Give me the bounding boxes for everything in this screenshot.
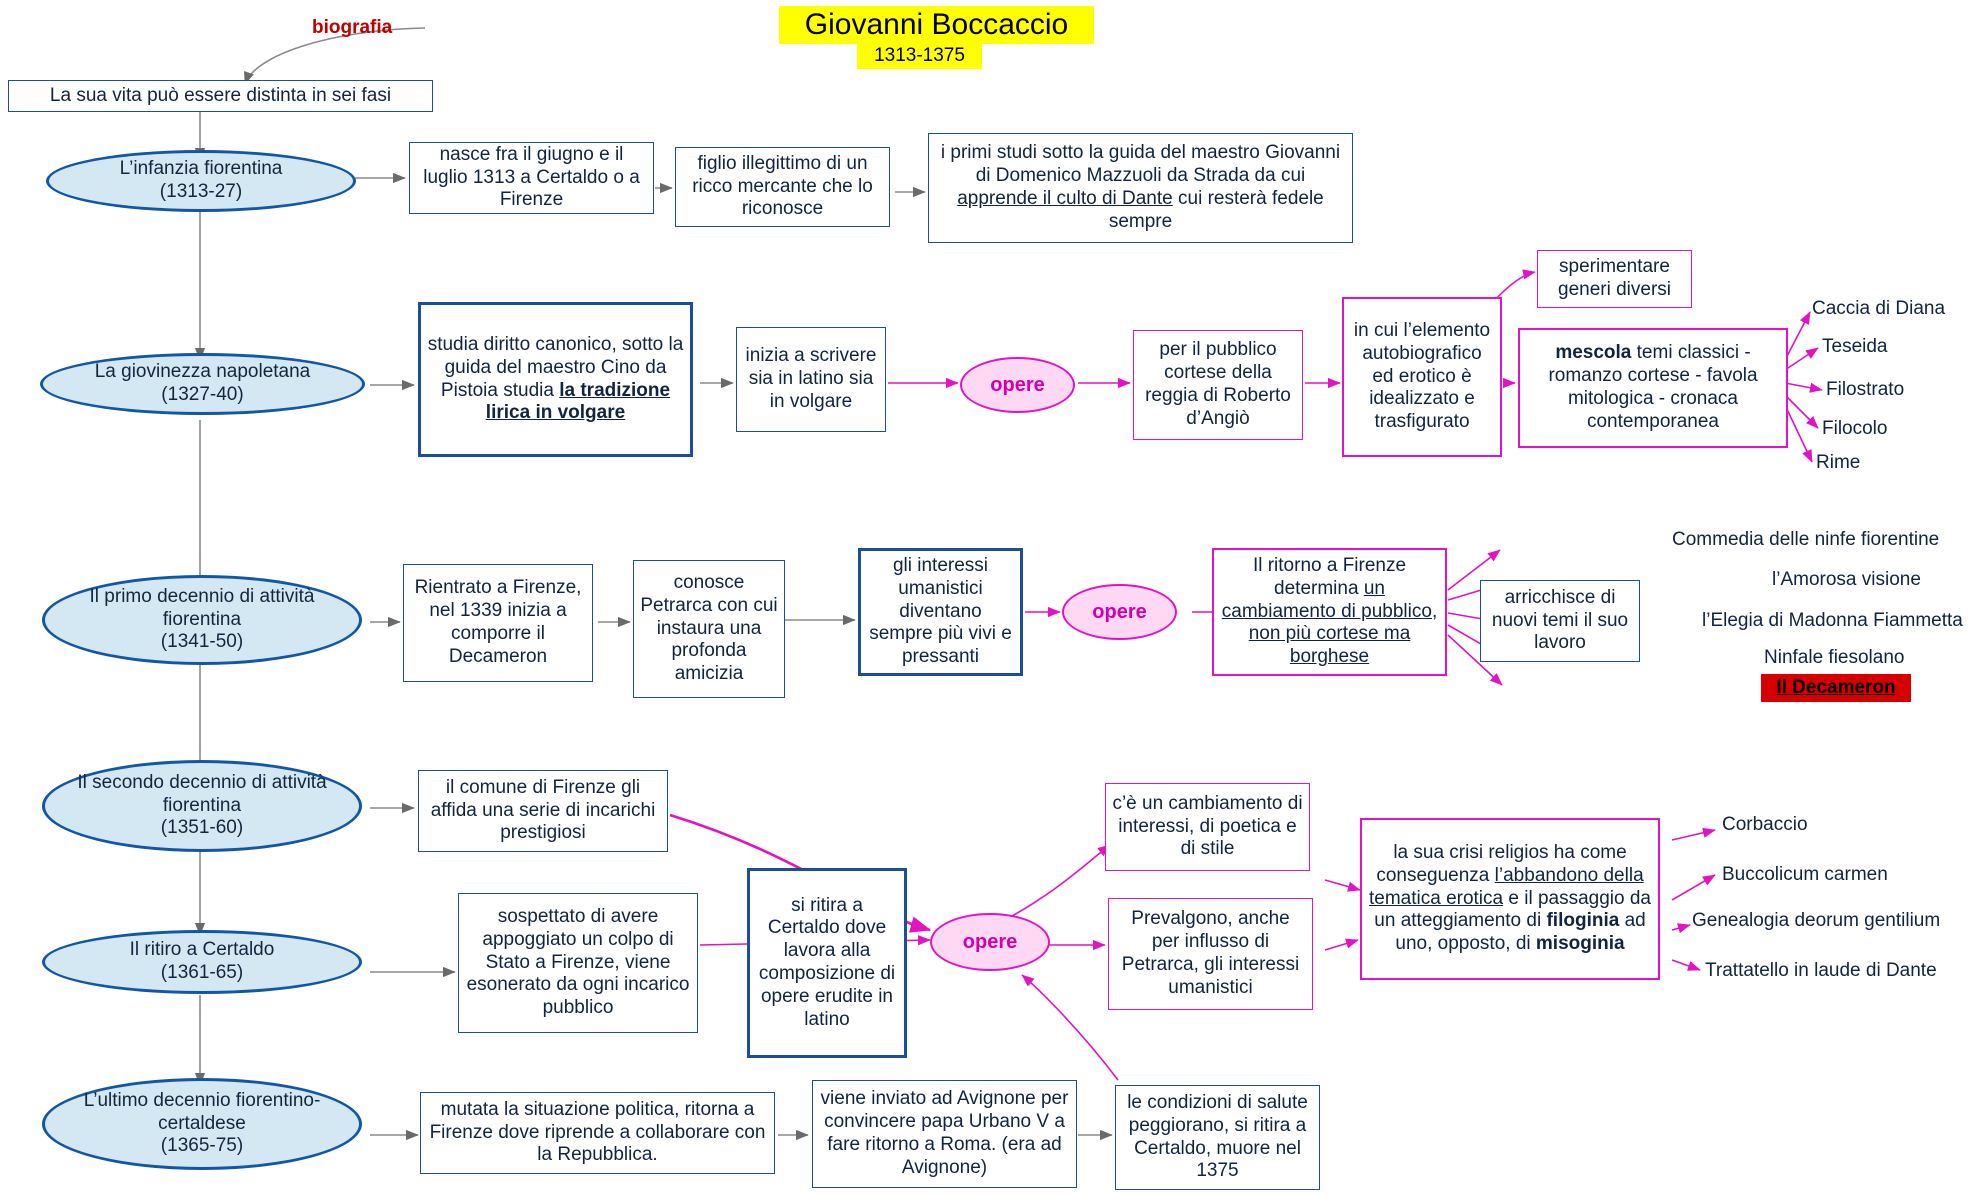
row1-box-1-text: nasce fra il giugno e il luglio 1313 a Certaldo o a Firenze xyxy=(423,143,640,211)
row2-box-2-text: inizia a scrivere sia in latino sia in volgare xyxy=(745,345,877,412)
row2-box-4-text: in cui l’elemento autobiografico ed erotico è idealizzato e trasfigurato xyxy=(1353,320,1491,433)
row6-box-3 xyxy=(1115,1085,1320,1190)
row4-b6-mid: e il passaggio da un atteggiamento di xyxy=(1374,887,1651,932)
phase-5-years: (1361-65) xyxy=(160,962,244,983)
phase-2-label xyxy=(95,361,311,407)
row4-box-4-text: c’è un cambiamento di interessi, di poetica e di stile xyxy=(1112,792,1303,860)
row3-work-4 xyxy=(1764,645,1984,671)
intro-box xyxy=(8,80,433,112)
row4-work-1 xyxy=(1722,812,1922,838)
row3-box-1-text: Rientrato a Firenze, nel 1339 inizia a comporre il Decameron xyxy=(414,577,582,667)
row6-box-2-text: viene inviato ad Avignone per convincere papa Urbano V a fare ritorno a Roma. (era ad Avignone) xyxy=(820,1088,1069,1178)
phase-3-years: (1341-50) xyxy=(160,631,244,653)
phase-5-name: Il ritiro a Certaldo xyxy=(129,939,275,961)
row2-work-1-text: Caccia di Diana xyxy=(1812,297,1946,319)
row2-box-6-text xyxy=(1526,342,1780,433)
opere-ellipse-1[interactable] xyxy=(960,357,1075,413)
phase-1-name: L’infanzia fiorentina xyxy=(119,158,283,180)
phase-2-name: La giovinezza napoletana xyxy=(94,361,311,383)
phase-6-years: (1365-75) xyxy=(160,1135,244,1157)
row1-box-3-text xyxy=(935,142,1346,233)
row3-box-3 xyxy=(858,548,1023,676)
row1-box-2 xyxy=(675,147,890,227)
row2-work-5-text: Rime xyxy=(1816,451,1861,473)
row4-work-4 xyxy=(1705,958,1980,984)
phase-5-label xyxy=(130,939,275,985)
opere-2-label: opere xyxy=(1092,601,1147,623)
row3-work-3 xyxy=(1702,608,1984,634)
row4-b6-bold1: filoginia xyxy=(1546,910,1620,932)
row2-work-2-text: Teseida xyxy=(1822,335,1888,357)
row3-work-highlight xyxy=(1761,674,1911,702)
phase-ellipse-4[interactable] xyxy=(42,760,362,852)
phase-1-years: (1313-27) xyxy=(159,181,243,202)
row2-work-2 xyxy=(1822,334,1972,360)
row2-b1-pre: studia diritto canonico, sotto la guida del maestro Cino da Pistoia studia xyxy=(427,333,684,401)
row4-box-6-text xyxy=(1368,842,1652,956)
row2-box-6-mescola xyxy=(1518,328,1788,448)
row3-box-4-text xyxy=(1220,555,1439,669)
intro-text: La sua vita può essere distinta in sei fasi xyxy=(49,84,392,106)
row1-box-1 xyxy=(409,142,654,214)
opere-ellipse-2[interactable] xyxy=(1062,584,1177,640)
row3-box-2-text: conosce Petrarca con cui instaura una profonda amicizia xyxy=(640,572,778,685)
phase-3-label xyxy=(53,586,351,654)
row2-box-4 xyxy=(1342,297,1502,457)
row4-b6-bold2: misoginia xyxy=(1535,933,1625,955)
biografia-text: biografia xyxy=(312,16,393,38)
row6-box-2 xyxy=(812,1080,1077,1188)
row1-b3-pre: i primi studi sotto la guida del maestro Giovanni di Domenico Mazzuoli da Strada da cui xyxy=(940,142,1341,187)
row4-box-1-text: il comune di Firenze gli affida una serie di incarichi prestigiosi xyxy=(430,776,656,844)
phase-6-name: L’ultimo decennio fiorentino-certaldese xyxy=(83,1089,321,1134)
row3-b4-underline: un cambiamento di pubblico, non più cortese ma borghese xyxy=(1221,577,1438,668)
row2-b1-underline: la tradizione lirica in volgare xyxy=(485,379,671,424)
row6-box-1-text: mutata la situazione politica, ritorna a Firenze dove riprende a collaborare con la Repubblica. xyxy=(429,1098,766,1166)
opere-ellipse-3[interactable] xyxy=(930,913,1050,971)
row2-b6-rest: temi classici - romanzo cortese - favola mitologica - cronaca contemporanea xyxy=(1548,342,1758,432)
phase-4-years: (1351-60) xyxy=(160,817,244,839)
phase-1-label xyxy=(120,158,283,204)
row6-box-3-text: le condizioni di salute peggiorano, si ritira a Certaldo, muore nel 1375 xyxy=(1127,1091,1308,1182)
row3-box-3-text: gli interessi umanistici diventano sempre più vivi e pressanti xyxy=(869,555,1012,668)
phase-ellipse-2[interactable] xyxy=(40,353,365,415)
opere-3-label: opere xyxy=(962,931,1018,953)
row1-b3-post: cui resterà fedele sempre xyxy=(1108,188,1324,232)
row4-work-2-text: Buccolicum carmen xyxy=(1722,863,1888,885)
row4-work-4-text: Trattatello in laude di Dante xyxy=(1705,959,1937,981)
row2-work-4 xyxy=(1822,416,1972,442)
row6-box-1 xyxy=(420,1092,775,1174)
row1-box-3 xyxy=(928,133,1353,243)
row4-work-2 xyxy=(1722,862,1952,888)
row3-box-4 xyxy=(1212,548,1447,676)
row3-box-5 xyxy=(1480,580,1640,662)
phase-ellipse-5[interactable] xyxy=(42,930,362,994)
row2-box-2 xyxy=(736,327,886,432)
phase-4-name: Il secondo decennio di attività fiorentina xyxy=(77,771,327,816)
row2-box-5-text: sperimentare generi diversi xyxy=(1558,256,1671,300)
row3-b4-pre: Il ritorno a Firenze determina xyxy=(1252,555,1407,599)
opere-1-label: opere xyxy=(990,374,1045,396)
row2-box-1 xyxy=(418,302,693,457)
row4-box-2-text: sospettato di avere appoggiato un colpo di Stato a Firenze, viene esonerato da ogni incarico pubblico xyxy=(466,906,690,1019)
row4-b6-underline: l’abbandono della tematica erotica xyxy=(1368,864,1644,909)
row4-box-5-text: Prevalgono, anche per influsso di Petrarca, gli interessi umanistici xyxy=(1121,908,1300,998)
row4-box-3-text: si ritira a Certaldo dove lavora alla composizione di opere erudite in latino xyxy=(758,894,896,1030)
row4-b6-mid2: ad uno, opposto, di xyxy=(1395,910,1646,955)
phase-4-label xyxy=(53,772,351,840)
row4-box-2 xyxy=(458,893,698,1033)
row3-work-2 xyxy=(1772,567,1984,593)
title-text: Giovanni Boccaccio xyxy=(804,8,1069,41)
row2-b6-bold: mescola xyxy=(1555,342,1632,364)
row1-box-2-text: figlio illegittimo di un ricco mercante che lo riconosce xyxy=(692,152,873,220)
row2-work-3 xyxy=(1826,377,1976,403)
row1-b3-underline: apprende il culto di Dante xyxy=(957,188,1173,209)
row2-work-4-text: Filocolo xyxy=(1822,417,1888,439)
row4-box-4 xyxy=(1105,783,1310,871)
row3-work-3-text: l’Elegia di Madonna Fiammetta xyxy=(1702,609,1963,631)
row3-box-5-text: arricchisce di nuovi temi il suo lavoro xyxy=(1491,586,1629,654)
row3-box-1 xyxy=(403,564,593,682)
row4-box-1 xyxy=(418,770,668,852)
row3-work-highlight-text: Il Decameron xyxy=(1776,676,1896,698)
title-dates xyxy=(857,44,982,69)
row2-box-1-text xyxy=(427,334,684,425)
biografia-label xyxy=(312,16,428,40)
row4-box-5 xyxy=(1108,898,1313,1010)
row2-box-3-text: per il pubblico cortese della reggia di Roberto d’Angiò xyxy=(1145,339,1291,429)
phase-6-label xyxy=(53,1090,351,1158)
phase-ellipse-3[interactable] xyxy=(42,575,362,665)
row4-box-6 xyxy=(1360,818,1660,980)
row4-b6-pre: la sua crisi religios ha come conseguenza xyxy=(1376,842,1627,886)
phase-ellipse-1[interactable] xyxy=(46,150,356,212)
row2-box-3 xyxy=(1133,330,1303,440)
phase-ellipse-6[interactable] xyxy=(42,1078,362,1170)
phase-3-name: Il primo decennio di attività fiorentina xyxy=(89,585,315,630)
row3-work-1 xyxy=(1672,527,1982,553)
row4-work-1-text: Corbaccio xyxy=(1722,813,1808,835)
row3-work-2-text: l’Amorosa visione xyxy=(1772,568,1921,590)
row3-box-2 xyxy=(633,560,785,698)
row2-work-1 xyxy=(1812,296,1984,322)
page-title xyxy=(779,6,1094,44)
title-dates-text: 1313-1375 xyxy=(874,45,965,67)
phase-2-years: (1327-40) xyxy=(161,384,244,405)
row2-work-3-text: Filostrato xyxy=(1826,378,1905,400)
row2-box-5-sperimentare xyxy=(1537,250,1692,308)
row3-work-4-text: Ninfale fiesolano xyxy=(1764,646,1905,668)
row4-work-3-text: Genealogia deorum gentilium xyxy=(1692,909,1941,931)
row3-work-1-text: Commedia delle ninfe fiorentine xyxy=(1672,528,1940,550)
row2-work-5 xyxy=(1816,450,1966,476)
row4-box-3 xyxy=(747,868,907,1058)
row4-work-3 xyxy=(1692,908,1982,934)
